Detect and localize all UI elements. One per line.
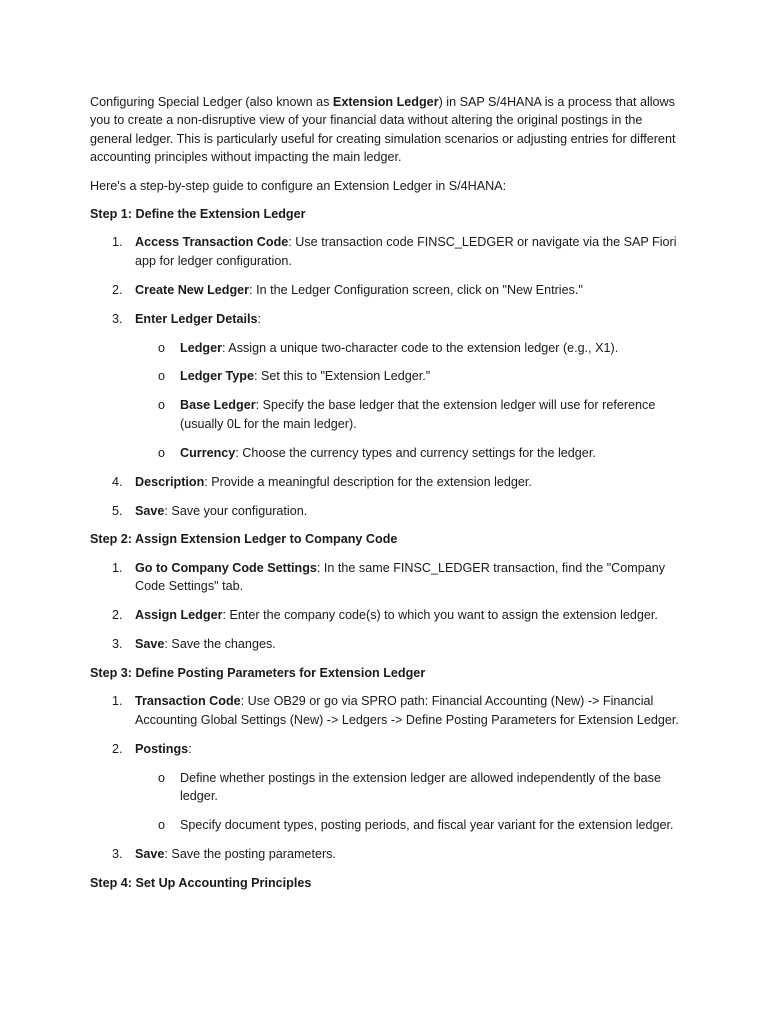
list-item: 2. Assign Ledger: Enter the company code(s) to which you want to assign the extension ledger. bbox=[112, 608, 658, 623]
sub-list-item: o Ledger: Assign a unique two-character code to the extension ledger (e.g., X1). bbox=[135, 339, 680, 357]
list-item: 4. Description: Provide a meaningful description for the extension ledger. bbox=[112, 474, 532, 489]
step3-list bbox=[90, 692, 680, 863]
list-item: 3. Save: Save the changes. bbox=[112, 637, 276, 652]
bullet-marker: o bbox=[158, 340, 166, 355]
document-page bbox=[90, 93, 680, 902]
sub-list-item: o Base Ledger: Specify the base ledger that the extension ledger will use for reference (usually 0L for the main ledger). bbox=[158, 398, 656, 431]
intro-emphasis: Extension Ledger bbox=[332, 95, 439, 109]
bullet-marker: o bbox=[158, 817, 166, 832]
step2-list bbox=[90, 559, 680, 654]
list-item: 5. Save: Save your configuration. bbox=[112, 503, 308, 518]
sub-list-item: o Ledger Type: Set this to "Extension Ledger." bbox=[135, 367, 680, 385]
bullet-marker: o bbox=[158, 398, 166, 413]
intro-paragraph: Configuring Special Ledger (also known as Extension Ledger) in SAP S/4HANA is a process that allows you to create a non-disruptive view of your financial data without altering the original postings in the general ledger. This is particularly useful for creating simulation scenarios or adjusting entries for different accounting principles without impacting the main ledger. bbox=[90, 95, 676, 165]
step1-heading: Step 1: Define the Extension Ledger bbox=[90, 207, 306, 222]
lead-paragraph: Here's a step-by-step guide to configure an Extension Ledger in S/4HANA: bbox=[90, 178, 507, 193]
list-item: 1. Access Transaction Code: Use transaction code FINSC_LEDGER or navigate via the SAP Fiori app for ledger configuration. bbox=[112, 235, 677, 268]
list-item: 2. Postings: o Define whether postings in the extension ledger are allowed independently of the base ledger. o Specify document types, posting periods, and fiscal year variant for the extension ledger. bbox=[90, 740, 680, 835]
bullet-marker: o bbox=[158, 770, 166, 785]
list-item: 3. Enter Ledger Details: o Ledger: Assign a unique two-character code to the extension ledger (e.g., X1). o Ledger Type: Set this to "Extension Ledger." o Base Ledger: Specify the base ledger that the extension ledger will use for reference (usually 0L for the main ledger). o Currency: Choose the currency types and currency settings for the ledger. bbox=[90, 310, 680, 462]
step1-list bbox=[90, 233, 680, 519]
list-item: 1. Transaction Code: Use OB29 or go via SPRO path: Financial Accounting (New) -> Financial Accounting Global Settings (New) -> Ledgers -> Define Posting Parameters for Extension Ledger. bbox=[112, 694, 679, 727]
bullet-marker: o bbox=[158, 369, 166, 384]
list-item: 1. Go to Company Code Settings: In the same FINSC_LEDGER transaction, find the "Company Code Settings" tab. bbox=[112, 560, 666, 594]
step3-heading: Step 3: Define Posting Parameters for Extension Ledger bbox=[90, 665, 426, 680]
step2-heading: Step 2: Assign Extension Ledger to Company Code bbox=[90, 532, 398, 547]
sub-list-item: o Specify document types, posting periods, and fiscal year variant for the extension ledger. bbox=[135, 816, 680, 834]
sub-list bbox=[135, 769, 680, 835]
bullet-marker: o bbox=[158, 445, 166, 460]
step4-heading: Step 4: Set Up Accounting Principles bbox=[90, 875, 312, 890]
list-item: 2. Create New Ledger: In the Ledger Configuration screen, click on "New Entries." bbox=[112, 282, 583, 297]
sub-list-item: o Define whether postings in the extension ledger are allowed independently of the base ledger. bbox=[158, 770, 661, 803]
list-item: 3. Save: Save the posting parameters. bbox=[112, 846, 336, 861]
sub-list-item: o Currency: Choose the currency types and currency settings for the ledger. bbox=[135, 444, 680, 462]
sub-list bbox=[135, 339, 680, 463]
